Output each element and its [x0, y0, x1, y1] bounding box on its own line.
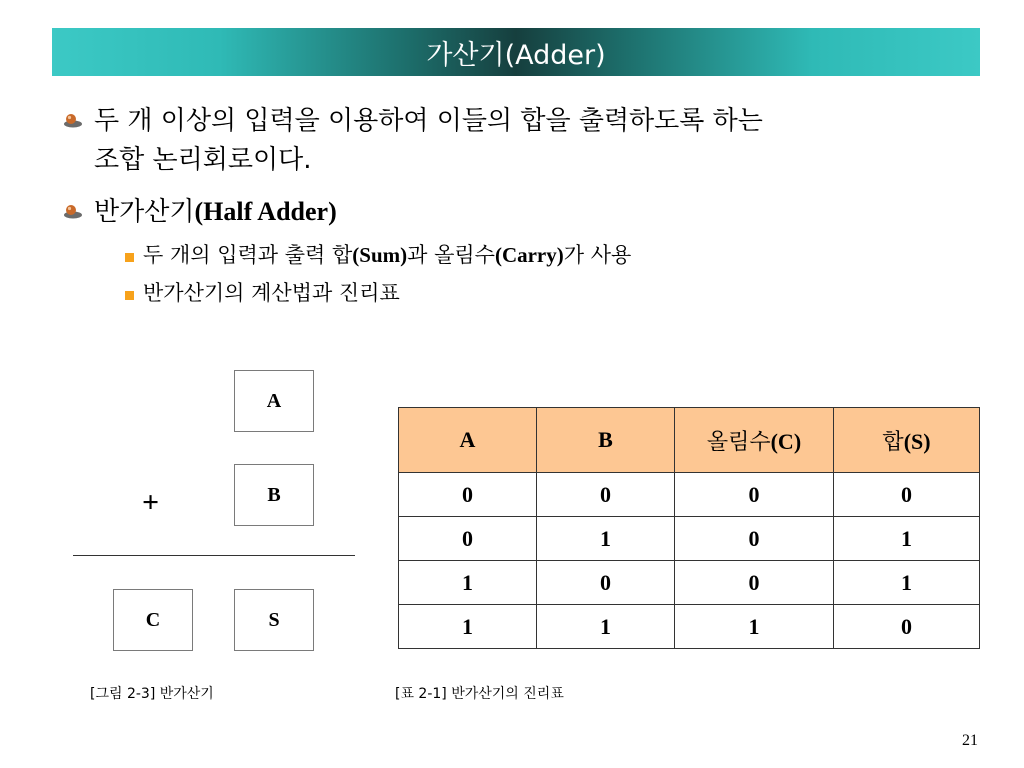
table-cell: 1	[399, 605, 537, 649]
table-cell: 1	[675, 605, 834, 649]
table-row	[399, 473, 980, 517]
table-cell: 0	[399, 473, 537, 517]
sub-bullet-1-part: 두 개의 입력과 출력 합	[143, 243, 353, 267]
table-header-row	[399, 408, 980, 473]
input-a-label: A	[266, 389, 282, 412]
table-cell: 1	[537, 517, 675, 561]
square-bullet-icon	[125, 291, 134, 300]
table-cell: 1	[399, 561, 537, 605]
output-c-label: C	[145, 608, 161, 631]
table-cell: 0	[834, 473, 980, 517]
table-cell: 0	[537, 473, 675, 517]
sub-bullet-1-part: 과 올림수	[407, 243, 495, 267]
bullet-2	[94, 193, 337, 231]
bullet-2-prefix: 반가산기	[94, 197, 195, 227]
table-row	[399, 517, 980, 561]
sum-divider-line	[73, 555, 355, 556]
bullet-1-line-2: 조합 논리회로이다.	[94, 145, 312, 175]
input-a-box	[234, 370, 314, 432]
table-row	[399, 561, 980, 605]
bullet-2-suffix: (Half Adder)	[194, 197, 337, 226]
table-row	[399, 605, 980, 649]
input-b-label: B	[267, 483, 281, 506]
slide-title: 가산기(Adder)	[426, 39, 606, 71]
table-cell: 0	[675, 473, 834, 517]
figure-caption: [그림 2-3] 반가산기	[90, 686, 214, 702]
table-cell: 1	[834, 561, 980, 605]
sub-bullet-1-part: (Sum)	[352, 243, 408, 267]
bullet-1-line-1: 두 개 이상의 입력을 이용하여 이들의 합을 출력하도록 하는	[94, 106, 763, 136]
table-cell: 0	[675, 517, 834, 561]
pin-bullet-icon	[62, 112, 84, 128]
square-bullet-icon	[125, 253, 134, 262]
truth-table	[398, 407, 980, 649]
sub-bullet-1-part: (Carry)	[494, 243, 564, 267]
table-cell: 1	[834, 517, 980, 561]
table-header-cell: 합(S)	[834, 408, 980, 473]
table-caption: [표 2-1] 반가산기의 진리표	[395, 686, 564, 702]
sub-bullet-1-part: 가 사용	[563, 243, 632, 267]
table-header-cell: 올림수(C)	[675, 408, 834, 473]
table-cell: 1	[537, 605, 675, 649]
pin-bullet-icon	[62, 203, 84, 219]
table-header-cell: B	[537, 408, 675, 473]
table-header-cell: A	[399, 408, 537, 473]
plus-sign: +	[142, 486, 160, 519]
page-number: 21	[962, 732, 978, 749]
table-cell: 0	[399, 517, 537, 561]
output-c-box	[113, 589, 193, 651]
sub-bullet-2: 반가산기의 계산법과 진리표	[143, 281, 400, 305]
table-cell: 0	[675, 561, 834, 605]
output-s-box	[234, 589, 314, 651]
title-bar	[52, 28, 980, 76]
sub-bullet-1	[143, 241, 631, 269]
output-s-label: S	[268, 608, 280, 631]
table-cell: 0	[834, 605, 980, 649]
input-b-box	[234, 464, 314, 526]
table-cell: 0	[537, 561, 675, 605]
